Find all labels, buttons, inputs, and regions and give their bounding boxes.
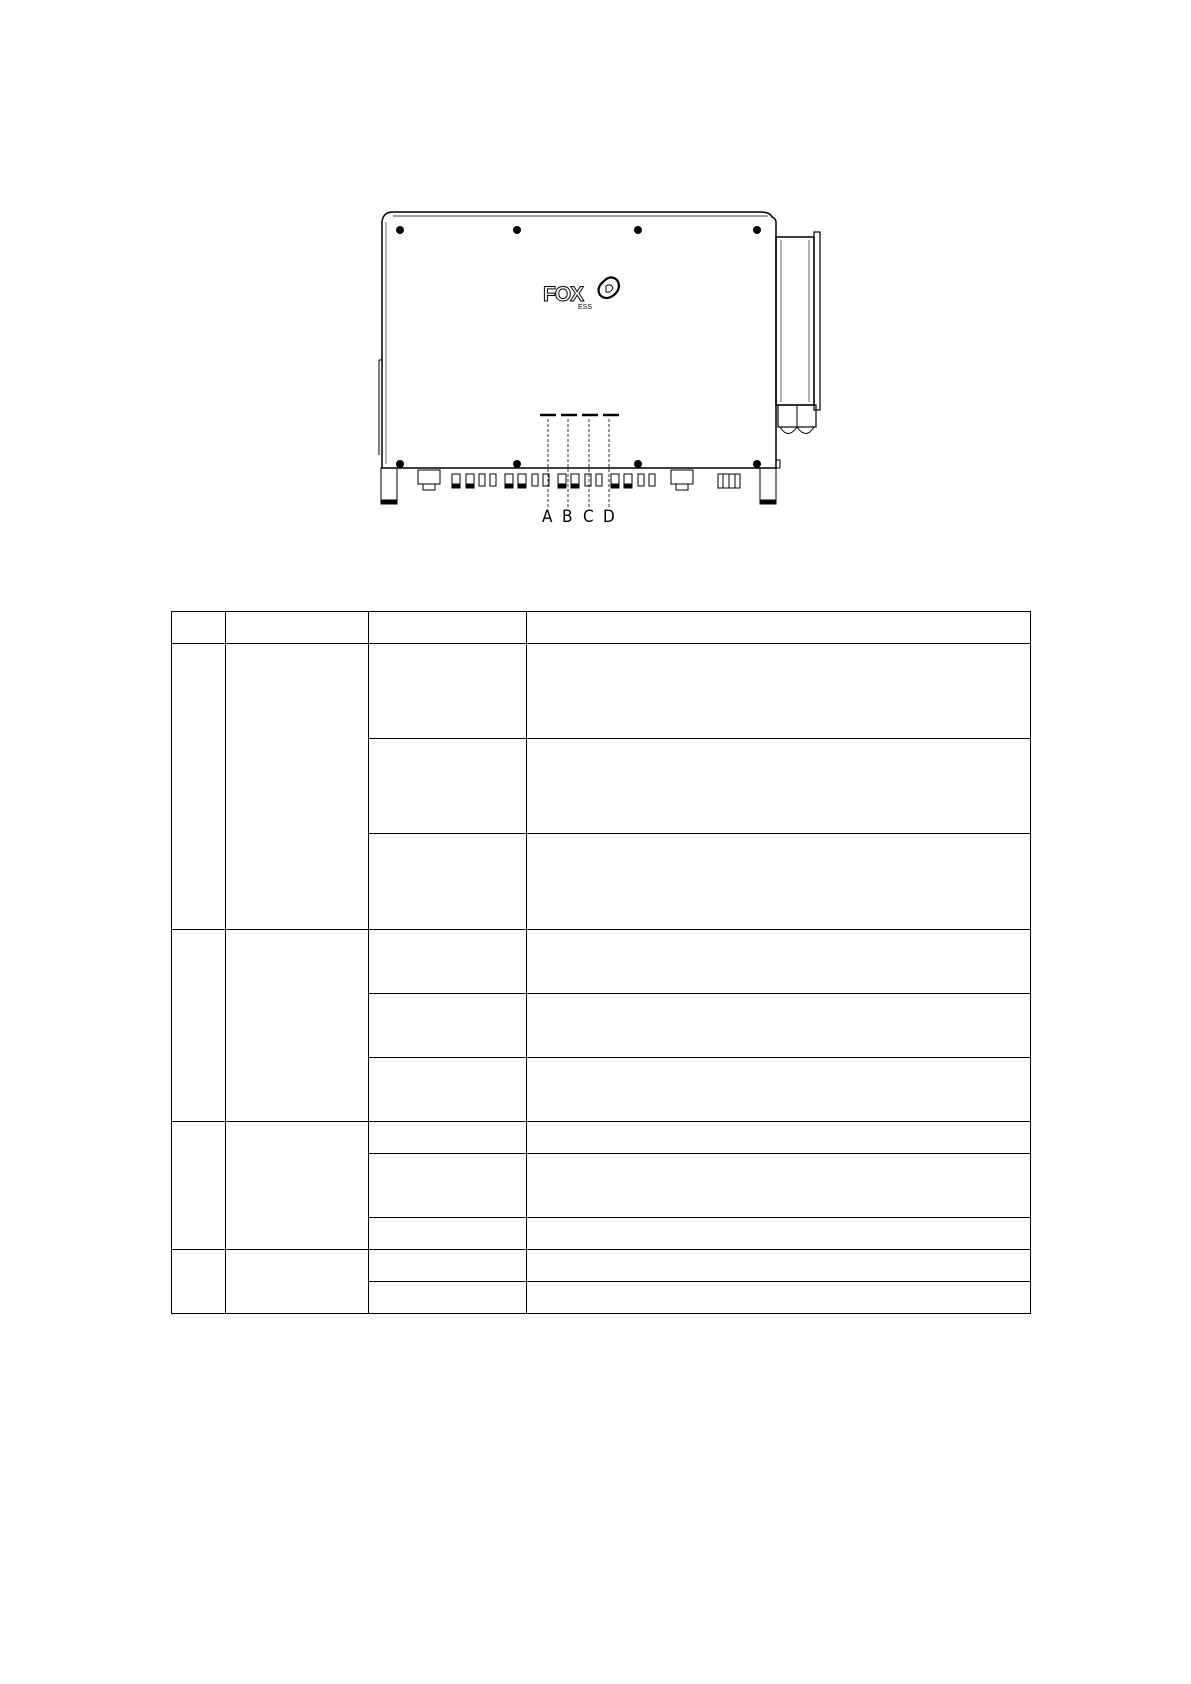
group-name-cell	[226, 1250, 369, 1314]
svg-text:FOX: FOX	[543, 283, 584, 306]
housing-screws	[396, 226, 761, 468]
description-cell	[527, 1058, 1031, 1122]
description-cell	[527, 1250, 1031, 1282]
fox-ess-logo	[543, 277, 619, 311]
item-cell	[369, 1282, 527, 1314]
group-name-cell	[226, 930, 369, 1122]
description-cell	[527, 930, 1031, 994]
inverter-front-view-drawing	[0, 0, 1191, 600]
table-header-row	[172, 612, 1031, 644]
description-cell	[527, 1154, 1031, 1218]
group-name-cell	[226, 644, 369, 930]
description-cell	[527, 1122, 1031, 1154]
group-number-cell	[172, 1250, 226, 1314]
table-row	[172, 1250, 1031, 1282]
group-number-cell	[172, 930, 226, 1122]
callout-b: B	[562, 507, 573, 527]
header-cell	[172, 612, 226, 644]
svg-text:ESS: ESS	[578, 304, 593, 311]
header-cell	[369, 612, 527, 644]
table-row	[172, 1122, 1031, 1154]
side-heat-sink	[776, 232, 820, 468]
indicator-leds	[540, 415, 619, 508]
bottom-connectors	[381, 468, 776, 504]
item-cell	[369, 834, 527, 930]
description-cell	[527, 834, 1031, 930]
inverter-housing	[382, 212, 776, 468]
item-cell	[369, 644, 527, 739]
description-cell	[527, 994, 1031, 1058]
callout-d: D	[603, 507, 615, 527]
item-cell	[369, 1250, 527, 1282]
description-cell	[527, 1218, 1031, 1250]
item-cell	[369, 1218, 527, 1250]
item-cell	[369, 739, 527, 834]
item-cell	[369, 930, 527, 994]
group-name-cell	[226, 1122, 369, 1250]
table-row	[172, 930, 1031, 994]
header-cell	[226, 612, 369, 644]
description-cell	[527, 739, 1031, 834]
item-cell	[369, 1122, 527, 1154]
group-number-cell	[172, 644, 226, 930]
callout-c: C	[583, 507, 594, 527]
item-cell	[369, 1154, 527, 1218]
item-cell	[369, 994, 527, 1058]
group-number-cell	[172, 1122, 226, 1250]
led-description-table	[171, 611, 1031, 1314]
description-cell	[527, 644, 1031, 739]
table-row	[172, 644, 1031, 739]
callout-a: A	[542, 507, 553, 527]
item-cell	[369, 1058, 527, 1122]
description-cell	[527, 1282, 1031, 1314]
header-cell	[527, 612, 1031, 644]
